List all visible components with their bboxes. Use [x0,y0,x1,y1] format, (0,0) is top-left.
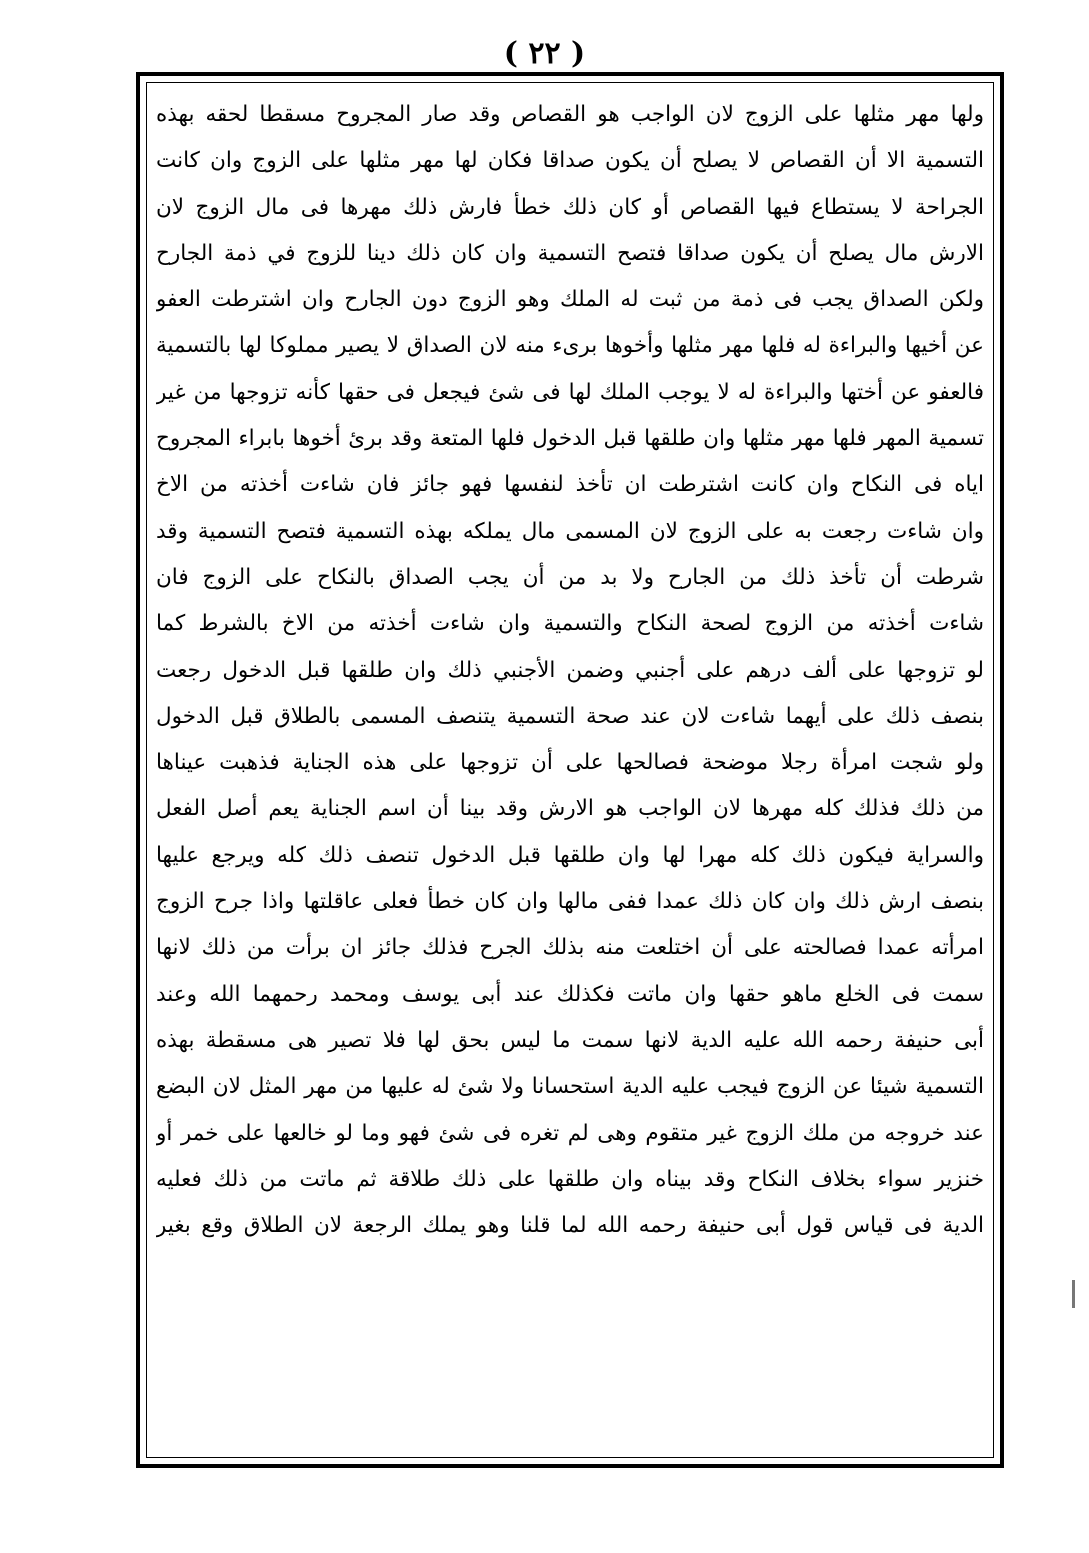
page-number: ( ٢٢ ) [503,36,586,71]
text-line: عند خروجه من ملك الزوج غير متقوم وهى لم تغره فى شئ فهو وما لو خالعها على خمر أو [156,1120,984,1146]
text-line: تسمية المهر فلها مهر مثلها وان طلقها قبل الدخول فلها المتعة وقد برئ أخوها بابراء المجروح [156,426,984,452]
text-line: لو تزوجها على ألف درهم على أجنبي وضمن الأجنبي ذلك وان طلقها قبل الدخول رجعت [156,657,984,683]
text-line: بنصف ذلك على أيهما شاءت لان عند صحة التسمية يتنصف المسمى بالطلاق قبل الدخول [156,703,984,729]
text-line: فالعفو عن أختها والبراءة له لا يوجب الملك لها فى شئ فيجعل فى حقها كأنه تزوجها من غير [156,379,984,405]
text-line: وان شاءت رجعت به على الزوج لان المسمى مال يملكه بهذه التسمية فتصح التسمية وقد [156,518,984,544]
text-line: سمت فى الخلع ماهو حقها وان ماتت فكذلك عند أبى يوسف ومحمد رحمهما الله وعند [156,981,984,1007]
text-line: بنصف ارش ذلك وان كان ذلك عمدا ففى مالها وان كان خطأ فعلى عاقلتها واذا جرح الزوج [156,889,984,915]
text-line: الجراحة لا يستطاع فيها القصاص أو كان ذلك خطأ فارش ذلك مهرها فى مال الزوج لان [156,194,984,220]
text-line: الارش مال يصلح أن يكون صداقا فتصح التسمية وان كان ذلك دينا للزوج في ذمة الجارح [156,240,984,266]
text-line: شاءت أخذته من الزوج لصحة النكاح والتسمية وان شاءت أخذته من الاخ بالشرط كما [156,611,984,637]
text-line: ولو شجت امرأة رجلا موضحة فصالحها على أن تزوجها على هذه الجناية فذهبت عيناها [156,750,984,776]
text-line: شرطت أن تأخذ ذلك من الجارح ولا بد من أن يجب الصداق بالنكاح على الزوج فان [156,564,984,590]
text-line: ولها مهر مثلها على الزوج لان الواجب هو القصاص وقد صار المجروح مسقطا لحقه بهذه [156,102,984,127]
text-line: من ذلك فذلك كله مهرها لان الواجب هو الارش وقد بينا أن اسم الجناية يعم أصل الفعل [156,796,984,822]
text-line: خنزير سواء بخلاف النكاح وقد بيناه وان طلقها على ذلك طلاقة ثم ماتت من ذلك فعليه [156,1166,984,1192]
text-line: والسراية فيكون ذلك كله مهرا لها وان طلقها قبل الدخول تنصف ذلك كله ويرجع عليها [156,842,984,868]
body-text [156,92,984,1448]
text-line: أبى حنيفة رحمه الله عليه الدية لانها سمت ما ليس بحق لها فلا تصير هى مسقطة بهذه [156,1027,984,1053]
text-line: امرأته عمدا فصالحته على أن اختلعت منه بذلك الجرح فذلك جائز ان برأت من ذلك لانها [156,935,984,961]
text-line: عن أخيها والبراءة له فلها مهر مثلها وأخوها برىء منه لان الصداق لا يصير مملوكا لها بالتسمية [156,333,984,359]
text-line: التسمية الا أن القصاص لا يصلح أن يكون صداقا فكان لها مهر مثلها على الزوج وان كانت [156,148,984,174]
scan-mark [1072,1280,1075,1308]
text-line: ولكن الصداق يجب فى ذمة من ثبت له الملك وهو الزوج دون الجارح وان اشترطت العفو [156,287,984,313]
text-line: اياه فى النكاح وان كانت اشترطت ان تأخذ لنفسها فهو جائز فان شاءت أخذته من الاخ [156,472,984,498]
text-line: الدية فى قياس قول أبى حنيفة رحمه الله لما قلنا وهو يملك الرجعة لان الطلاق وقع بغير [156,1213,984,1239]
text-line: التسمية شيئا عن الزوج فيجب عليه الدية استحسانا ولا شئ له عليها من مهر المثل لان البضع [156,1074,984,1100]
